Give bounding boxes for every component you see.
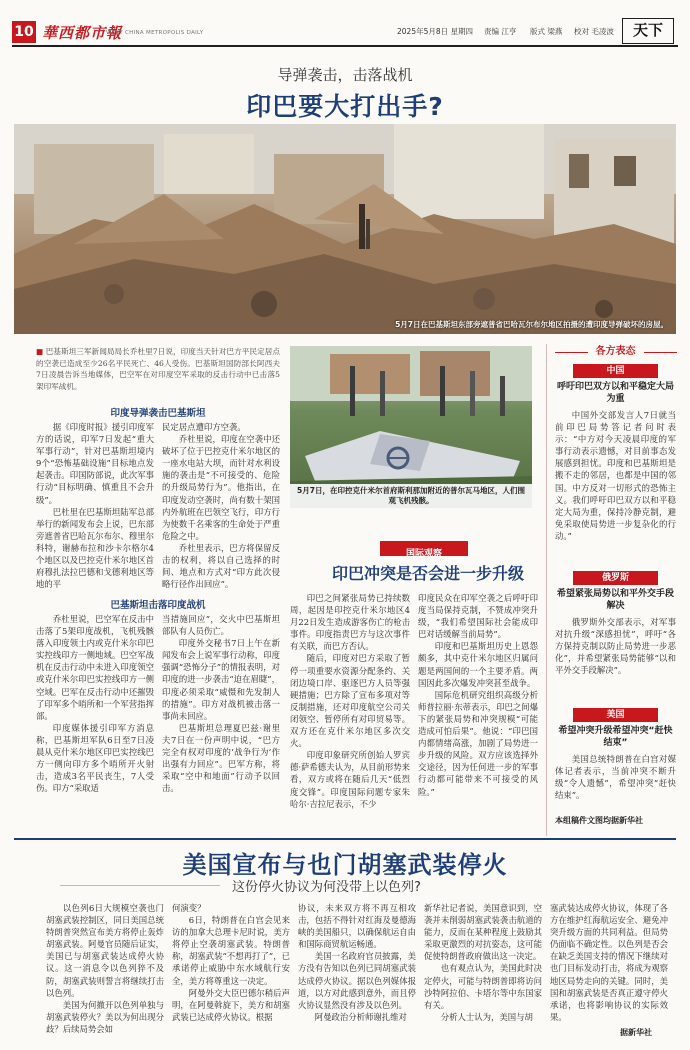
paper-logo: 華西都市報 [42,24,123,42]
photo2-caption: 5月7日，在印控克什米尔首府斯利那加附近的普尔瓦马地区，人们围观飞机残骸。 [290,484,532,508]
lead-intro [36,346,280,404]
paragraph: 印度民众在印军空袭之后呼吁印度当局保持克制，不赞成冲突升级，“我们希望国际社会能成印巴对话缓解当前局势”。 [418,593,538,640]
section2-col1 [36,613,154,833]
issue-date: 2025年5月8日 星期四 [397,27,474,36]
paragraph: 也有观点认为，美国此时决定停火，可能与特朗普即将访问沙特阿拉伯、卡塔尔等中东国家有关。 [424,963,542,1010]
paper-english-name: WEST CHINA METROPOLIS DAILY [106,30,204,36]
paragraph: 巴杜里在巴基斯坦陆军总部举行的新闻发布会上说，巴东部旁遮普省巴哈瓦尔布尔、穆里尔科特，谢赫布拉和沙卡尔格尔4个地区以及巴控克什米尔地区首府穆扎法拉巴德和戈德利地区等地的平 [36,506,154,589]
analysis-col2 [418,592,538,836]
photo-aircraft-wreckage [290,346,532,508]
paragraph: 乔杜里表示，巴方将保留反击的权利，将以自己选择的时间、地点和方式对“印方此次侵略行径作出回应”。 [162,542,280,589]
story2-headline: 美国宣布与也门胡塞武装停火 [182,851,508,879]
section1-subhead: 印度导弹袭击巴基斯坦 [110,408,206,419]
paragraph: 6日，特朗普在白宫会见来访的加拿大总理卡尼时说，美方将停止空袭胡塞武装。特朗普称，胡塞武装“不想再打了”，已承诺停止威胁中东水域航行安全，美方将尊重这一决定。 [172,915,290,986]
paragraph: 美国为何撤开以色列单独与胡塞武装停火？美以为何出现分歧？后续局势会如 [46,999,164,1034]
story2-col3 [298,902,416,1042]
paragraph: 印度媒体援引印军方消息称，巴基斯坦军队6日至7日凌晨从克什米尔地区印巴实控线巴方一侧向印方多个哨所开火射击，造成3名平民丧生，7人受伤。印方“采取适 [36,722,154,794]
paragraph: 印巴之间紧张局势已持续数周，起因是印控克什米尔地区4月22日发生造成游客伤亡的枪击事件。印度指责巴方与这次事件有关联，而巴方否认。 [290,593,410,652]
analysis-tag [380,541,468,559]
proof-credit: 校对 毛凌波 [574,27,614,36]
intro-bullet: ■ [36,347,44,356]
paragraph: 据《印度时报》援引印度军方的话说，印军7日发起“重大军事行动”，针对巴基斯坦境内9个“恐怖基础设施”目标地点发起袭击。印国防部说，此次军事行动“目标明确、慎重且不会升级”。 [36,422,154,505]
statement-body-china [555,409,676,565]
analysis-tag-label: 国际观察 [405,549,442,559]
statement-body-russia [555,616,676,702]
sidebar-header: 各方表态 [588,344,644,360]
layout-credit: 版式 梁燕 [530,27,563,36]
paragraph: 俄罗斯外交部表示，对军事对抗升级“深感担忧”，呼吁“各方保持克制以防止局势进一步恶化”，并希望紧张局势能够“以和平外交手段解决”。 [555,617,676,676]
lead-headline: 印巴要大打出手? [246,92,444,121]
photo-destroyed-house [14,124,676,334]
editor-credit: 责编 江亨 [484,27,517,36]
story2-subheadline: 这份停火协议为何没带上以色列? [232,880,421,895]
paragraph: 阿曼外交大臣巴德尔稍后声明，在阿曼斡旋下，美方和胡塞武装已达成停火协议。根据 [172,987,290,1022]
paragraph: 印度和巴基斯坦历史上恩怨颇多，其中克什米尔地区归属问题是两国间的一个主要矛盾。两国因此多次爆发冲突甚至战争。 [418,641,538,688]
page-number: 10 [12,21,36,43]
paragraph: 以色列6日大规模空袭也门胡塞武装控制区，同日美国总统特朗普突然宣布美方将停止轰炸胡塞武装。阿曼官员随后证实，美国已与胡塞武装达成停火协议。这一消息令以色列猝不及防，胡塞武装则誓言将继续打击以色列。 [46,903,164,998]
story2-col4 [424,902,542,1042]
paragraph: 民定居点遭印方空袭。 [162,422,246,432]
paragraph: 协议，未来双方将不再互相攻击，包括不得针对红海及曼德海峡的美国船只，以确保航运自由和国际商贸航运畅通。 [298,903,416,950]
story2-sub-rule [60,885,220,886]
paragraph: 塞武装达成停火协议，体现了各方在维护红海航运安全、避免冲突升级方面的共同利益。但局势仍面临不确定性。以色列是否会在缺乏美国支持的情况下继续对也门目标发动打击，将成为观察地区局势走向的关键。同时，美国和胡塞武装是否真正遵守停火承诺，也将影响协议的实际效果。 [550,903,668,1022]
section1-col1 [36,421,154,589]
lead-kicker: 导弹袭击，击落战机 [277,66,413,84]
country-chip-china: 中国 [573,364,658,378]
intro-text: 巴基斯坦三军新闻局局长乔杜里7日说，印度当天针对巴方平民定居点的空袭已造成至少26名平民死亡、46人受伤。巴基斯坦国防部长阿西夫7日凌晨告诉当地媒体，巴空军在对印度空军采取的反击行动中已击落5架印军战机。 [36,347,280,391]
paragraph: 中国外交部发言人7日就当前印巴局势答记者问时表示：“中方对今天凌晨印度的军事行动表示遗憾，对目前事态发展感到担忧。印度和巴基斯坦是搬不走的邻居，也都是中国的邻国。中方反对一切形式的恐怖主义。我们呼吁印巴双方以和平稳定大局为重，保持冷静克制，避免采取使局势进一步复杂化的行动。” [555,410,676,541]
statement-title-usa: 希望冲突升级希望冲突“赶快结束” [558,726,673,748]
masthead [0,0,690,46]
paragraph: 巴基斯坦总理夏巴兹·谢里夫7日在一份声明中说，“巴方完全有权对印度的‘战争行为’作出强有力回应”。巴军方称，将采取“空中和地面”行动予以回击。 [162,722,280,794]
paragraph: 当措施回应”，交火中巴基斯坦部队有人员伤亡。 [162,614,280,637]
paragraph: 乔杜里说，印度在空袭中还破坏了位于巴控克什米尔地区的一座水电站大坝，而针对水利设施的袭击是“不可接受的、危险的升级局势行为”。他指出，在印度发动空袭时，尚有数十架国内外航班在巴领空飞行，印方行为使数千名乘客的生命处于严重危险之中。 [162,434,280,541]
statement-title-russia: 希望紧张局势以和平外交手段解决 [556,589,674,611]
sidebar-statements [546,344,676,836]
paragraph: 阿曼政治分析师谢扎维对 [314,1011,407,1022]
masthead-rule [12,45,678,47]
country-chip-russia: 俄罗斯 [573,571,658,585]
paragraph: 随后，印度对巴方采取了暂停一项重要水资源分配条约、关闭边境口岸、驱逐巴方人员等强硬措施；巴方除了宣布多项对等反制措施，还对印度航空公司关闭领空、暂停所有对印贸易等。双方还在克什米尔地区多次交火。 [290,653,410,749]
country-chip-usa: 美国 [573,708,658,722]
paragraph: 乔杜里说，巴空军在反击中击落了5架印度战机，飞机残骸落入印度领土内或克什米尔印巴实控线印方一侧地域。巴空军战机在反击行动中未进入印度领空或克什米尔印巴实控线印方一侧空域。巴军在反击行动中还摧毁了印军多个哨所和一个军营指挥部。 [36,614,154,721]
paragraph: 印度印象研究所创始人罗宾德·萨希德夫认为，从目前形势来看，双方或将在随后几天“低烈度交锋”。印度国际问题专家朱哈尔·吉拉尼表示，不少 [290,750,410,809]
section1-col2 [162,421,280,589]
statement-title-china: 呼吁印巴双方以和平稳定大局为重 [556,382,674,404]
analysis-col1 [290,592,410,836]
analysis-headline: 印巴冲突是否会进一步升级 [331,564,524,583]
rubble-illustration [14,124,676,334]
section2-col2 [162,613,280,833]
story2-col2 [172,902,290,1042]
paragraph: 印度外交秘书7日上午在新闻发布会上说军事行动称，印度强调“恐怖分子”的情报表明，对印度的进一步袭击“迫在眉睫”，印度必须采取“威慑和先发制人的措施”。印方对战机被击落一事尚未回应。 [162,638,280,721]
sidebar-header-box [555,344,676,360]
story2-col1 [46,902,164,1042]
story2-credit: 据新华社 [620,1028,652,1037]
section2-subhead: 巴基斯坦击落印度战机 [110,600,206,611]
statement-body-usa [555,753,676,815]
paragraph: 何演变？ [172,903,206,913]
paragraph: 分析人士认为，美国与胡 [440,1011,533,1022]
section-name: 天下 [622,18,674,44]
paragraph: 新华社记者说，美国意识到，空袭并未削弱胡塞武装袭击航道的能力，反而在某种程度上鼓励其采取更激烈的对抗姿态，这可能促使特朗普政府做出这一决定。 [424,903,542,962]
photo1-caption: 5月7日在巴基斯坦东部旁遮普省巴哈瓦尔布尔地区拍摄的遭印度导弹破坏的房屋。 [395,320,668,329]
paragraph: 美国一名政府官员披露，美方没有告知以色列已同胡塞武装达成停火协议。据以色列媒体报道，以方对此感到意外，而且停火协议显然没有涉及以色列。 [298,951,416,1010]
story2-col5 [550,902,668,1024]
story-divider [14,838,676,840]
paragraph: 美国总统特朗普在白宫对媒体记者表示，当前冲突不断升级“令人遗憾”，希望冲突“赶快结束”。 [555,754,676,801]
paragraph: 国际危机研究组织高级分析师普拉丽·东蒂表示，印巴之间爆下的紧张局势和冲突规模“可能造成可怕后果”。他说：“印巴国内都情绪高涨，加剧了局势进一步升级的风险。双方应该选择外交途径，因为任何进一步的军事行动都可能带来不可接受的风险。” [418,689,538,797]
sidebar-credit: 本组稿件文图均据新华社 [555,816,643,825]
